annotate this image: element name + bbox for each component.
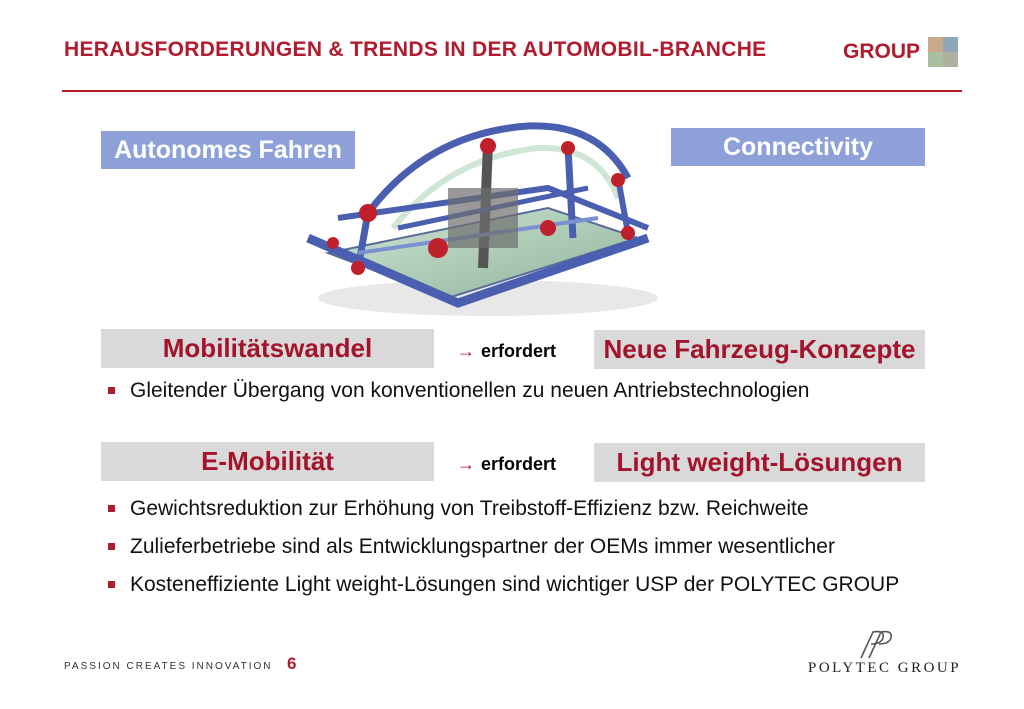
mobility-change-box: Mobilitätswandel — [101, 329, 434, 368]
footer-brand: POLYTEC GROUP — [808, 660, 962, 676]
trend-autonomous-box: Autonomes Fahren — [101, 131, 355, 169]
page-title: HERAUSFORDERUNGEN & TRENDS IN DER AUTOMOBIL-BRANCHE — [64, 38, 767, 61]
header-divider — [62, 90, 962, 92]
group-logo-icon — [928, 37, 958, 67]
bullet-square-icon — [108, 543, 115, 550]
arrow-right-icon: → — [457, 341, 475, 361]
list-item: Gewichtsreduktion zur Erhöhung von Treibstoff-Effizienz bzw. Reichweite — [108, 495, 899, 523]
row2-bullet-list — [108, 495, 899, 599]
trend-connectivity-box: Connectivity — [671, 128, 925, 166]
requires-label-2: → erfordert — [457, 454, 557, 474]
list-item: Kosteneffiziente Light weight-Lösungen sind wichtiger USP der POLYTEC GROUP — [108, 571, 899, 599]
list-item: Zulieferbetriebe sind als Entwicklungspartner der OEMs immer wesentlicher — [108, 533, 899, 561]
e-mobility-box: E-Mobilität — [101, 442, 434, 481]
new-vehicle-concepts-box: Neue Fahrzeug-Konzepte — [594, 330, 925, 369]
page-number: 6 — [287, 654, 297, 673]
car-body-frame-image — [298, 118, 674, 328]
requires-label-1: → erfordert — [457, 341, 557, 361]
bullet-square-icon — [108, 387, 115, 394]
bullet-square-icon — [108, 581, 115, 588]
list-item: Gleitender Übergang von konventionellen zu neuen Antriebstechnologien — [108, 377, 810, 405]
lightweight-solutions-box: Light weight-Lösungen — [594, 443, 925, 482]
footer-slogan: PASSION CREATES INNOVATION — [64, 661, 273, 672]
arrow-right-icon: → — [457, 454, 475, 474]
row1-bullet-list — [108, 377, 810, 405]
group-label: GROUP — [843, 40, 921, 63]
bullet-square-icon — [108, 505, 115, 512]
polytec-logo-icon — [855, 630, 893, 660]
